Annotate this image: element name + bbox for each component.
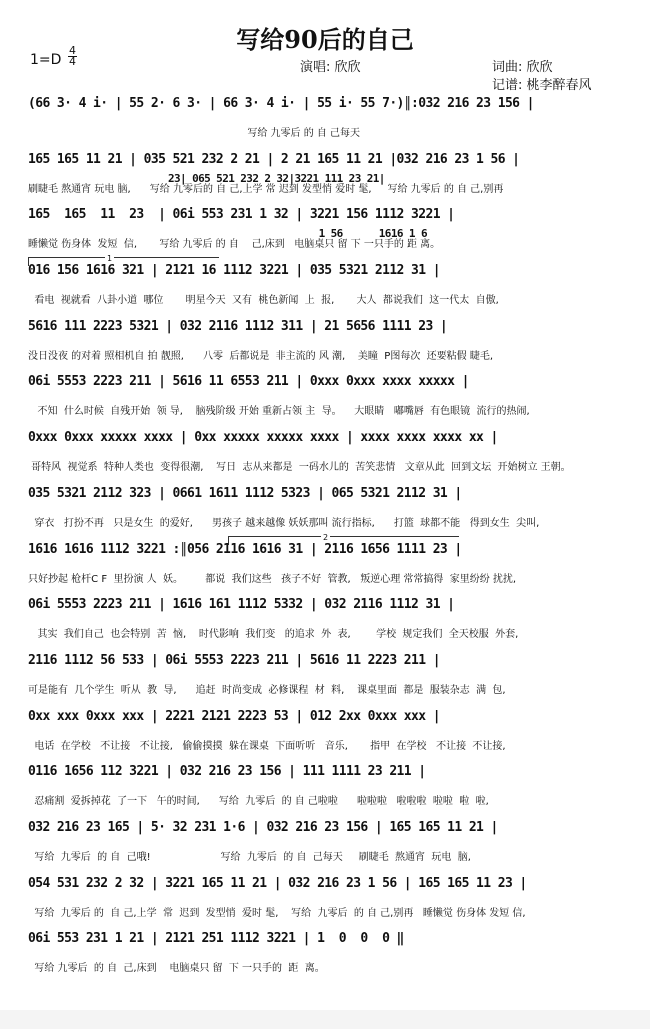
- lyric-line: 只好抄起 枪杆C F 里扮演 人 妖。 都说 我们这些 孩子不好 管教, 叛逆心理 常常搞得 家里纷纷 扰扰,: [28, 573, 517, 585]
- score-sheet: [28, 94, 634, 985]
- score-system: [28, 484, 634, 540]
- notation-line: 1616 1616 1112 3221 :║056 2116 1616 31 | 2116 1656 1111 23 |: [28, 541, 462, 557]
- volta-number: 2: [323, 532, 329, 542]
- time-top: 4: [69, 44, 76, 57]
- lyric-line: 哥特风 视觉系 特种人类也 变得很潮, 写日 志从来都是 一码水儿的 苦笑悲情 文章从此 回到文坛 开始树立 王朝。: [28, 462, 571, 474]
- lyric-line: 写给 九零后 的 自 己,上学 常 迟到 发型悄 爱时 髦, 写给 九零后 的 自 己,别再 睡懒觉 伤身体 发短 信,: [28, 907, 526, 919]
- score-system: [28, 532, 634, 596]
- lyric-line: 其实 我们自己 也会特别 苦 恼, 时代影响 我们变 的追求 外 表, 学校 规定我们 全天校服 外套,: [28, 629, 519, 641]
- time-signature: [68, 46, 77, 67]
- lyric-line: 看电 视就看 八卦小道 哪位 明星今天 又有 桃色新闻 上 报, 大人 都说我们 这一代太 自傲,: [28, 295, 499, 307]
- score-system: [28, 818, 634, 874]
- lyric-line: 不知 什么时候 自残开始 领 导, 脑残阶级 开始 重新占领 主 导。 大眼睛 嘟嘴唇 有色眼镜 流行的热闹,: [28, 406, 530, 418]
- lyric-line: 没日没夜 的对着 照相机自 拍 靓照, 八零 后都说是 非主流的 风 潮, 美瞳 P图每次 还要粘假 睫毛,: [28, 350, 494, 362]
- singer-credit: 演唱: 欣欣: [300, 60, 361, 75]
- notation-line: 0xxx 0xxx xxxxx xxxx | 0xx xxxxx xxxxx xxxx | xxxx xxxx xxxx xx |: [28, 430, 498, 446]
- alternate-notation: 1 56 1616 1 6: [168, 227, 427, 241]
- notation-line: 0116 1656 112 3221 | 032 216 23 156 | 111 1111 23 211 |: [28, 764, 426, 780]
- score-system: [28, 874, 634, 930]
- lyric-line: 写给 九零后 的 自 己哦! 写给 九零后 的 自 己每天 刷睫毛 熬通宵 玩电 脑,: [28, 851, 471, 863]
- score-system: [28, 254, 634, 317]
- notation-line: 165 165 11 21 | 035 521 232 2 21 | 2 21 165 11 21 |032 216 23 1 56 |: [28, 151, 520, 167]
- lyric-line: 可是能有 几个学生 听从 教 导, 追赶 时尚变成 必修课程 材 料, 课桌里面 都是 服装杂志 满 包,: [28, 684, 506, 696]
- score-system: [28, 762, 634, 818]
- score-system: [28, 372, 634, 428]
- time-bottom: 4: [69, 55, 76, 68]
- score-system: [28, 929, 634, 985]
- alternate-notation: 23| 065 521 232 2 32|3221 111 23 21|: [168, 171, 385, 185]
- notation-line: 054 531 232 2 32 | 3221 165 11 21 | 032 216 23 1 56 | 165 165 11 23 |: [28, 875, 527, 891]
- notation-line: (66 3· 4 i· | 55 2· 6 3· | 66 3· 4 i· | 55 i· 55 7·)║:032 216 23 156 |: [28, 96, 534, 111]
- notation-line: 165 165 11 23 | 06i 553 231 1 32 | 3221 156 1112 3221 |: [28, 207, 455, 223]
- composer-credit: 词曲: 欣欣: [492, 60, 553, 75]
- notation-line: 5616 111 2223 5321 | 032 2116 1112 311 | 21 5656 1111 23 |: [28, 318, 448, 334]
- notation-line: 0xx xxx 0xxx xxx | 2221 2121 2223 53 | 012 2xx 0xxx xxx |: [28, 708, 440, 724]
- lyric-line: 电话 在学校 不让接 不让接, 偷偷摸摸 躲在课桌 下面听听 音乐, 指甲 在学校 不让接 不让接,: [28, 740, 506, 752]
- score-system: [28, 317, 634, 373]
- lyric-line: 睡懒觉 伤身体 发短 信, 写给 九零后 的 自 己,床到 电脑桌只 留 下 一只手的 距 离。: [28, 239, 441, 251]
- lyric-line: 写给 九零后 的 自 己每天: [28, 128, 361, 139]
- notation-line: 06i 5553 2223 211 | 5616 11 6553 211 | 0xxx 0xxx xxxx xxxxx |: [28, 374, 469, 390]
- score-system: [28, 150, 634, 206]
- song-title: 写给90后的自己: [236, 25, 414, 54]
- lyric-line: 写给 九零后 的 自 己,床到 电脑桌只 留 下 一只手的 距 离。: [28, 963, 325, 975]
- lyric-line: 刷睫毛 熬通宵 玩电 脑, 写给 九零后的 自 己,上学 常 迟到 发型悄 爱时 髦, 写给 九零后 的 自 己,别再: [28, 183, 504, 195]
- notation-line: 035 5321 2112 323 | 0661 1611 1112 5323 | 065 5321 2112 31 |: [28, 485, 462, 501]
- score-system: [28, 707, 634, 763]
- score-system: [28, 651, 634, 707]
- score-system: [28, 428, 634, 484]
- lyric-line: 穿衣 打扮不再 只是女生 的爱好, 男孩子 越来越像 妖妖那叫 流行指标, 打篮 球都不能 得到女生 尖叫,: [28, 517, 540, 529]
- volta-number: 1: [107, 254, 113, 264]
- page-footer-band: [0, 1010, 650, 1029]
- lyric-line: 忍痛割 爱拆掉花 了一下 午的时间, 写给 九零后 的 自 己啦啦 啦啦啦 啦啦啦 啦啦 啦 啦,: [28, 796, 489, 808]
- score-system: [28, 205, 634, 264]
- notation-line: 06i 553 231 1 21 | 2121 251 1112 3221 | 1 0 0 0 ‖: [28, 931, 404, 947]
- score-system: [28, 94, 634, 150]
- notation-line: 06i 5553 2223 211 | 1616 161 1112 5332 | 032 2116 1112 31 |: [28, 597, 455, 613]
- notation-line: 2116 1112 56 533 | 06i 5553 2223 211 | 5616 11 2223 211 |: [28, 652, 440, 668]
- score-system: [28, 595, 634, 651]
- notation-line: 016 156 1616 321 | 2121 16 1112 3221 | 035 5321 2112 31 |: [28, 263, 440, 279]
- key-signature: 1=D: [30, 52, 62, 68]
- transcriber-credit: 记谱: 桃李醉春风: [492, 78, 592, 93]
- notation-line: 032 216 23 165 | 5· 32 231 1·6 | 032 216 23 156 | 165 165 11 21 |: [28, 819, 498, 835]
